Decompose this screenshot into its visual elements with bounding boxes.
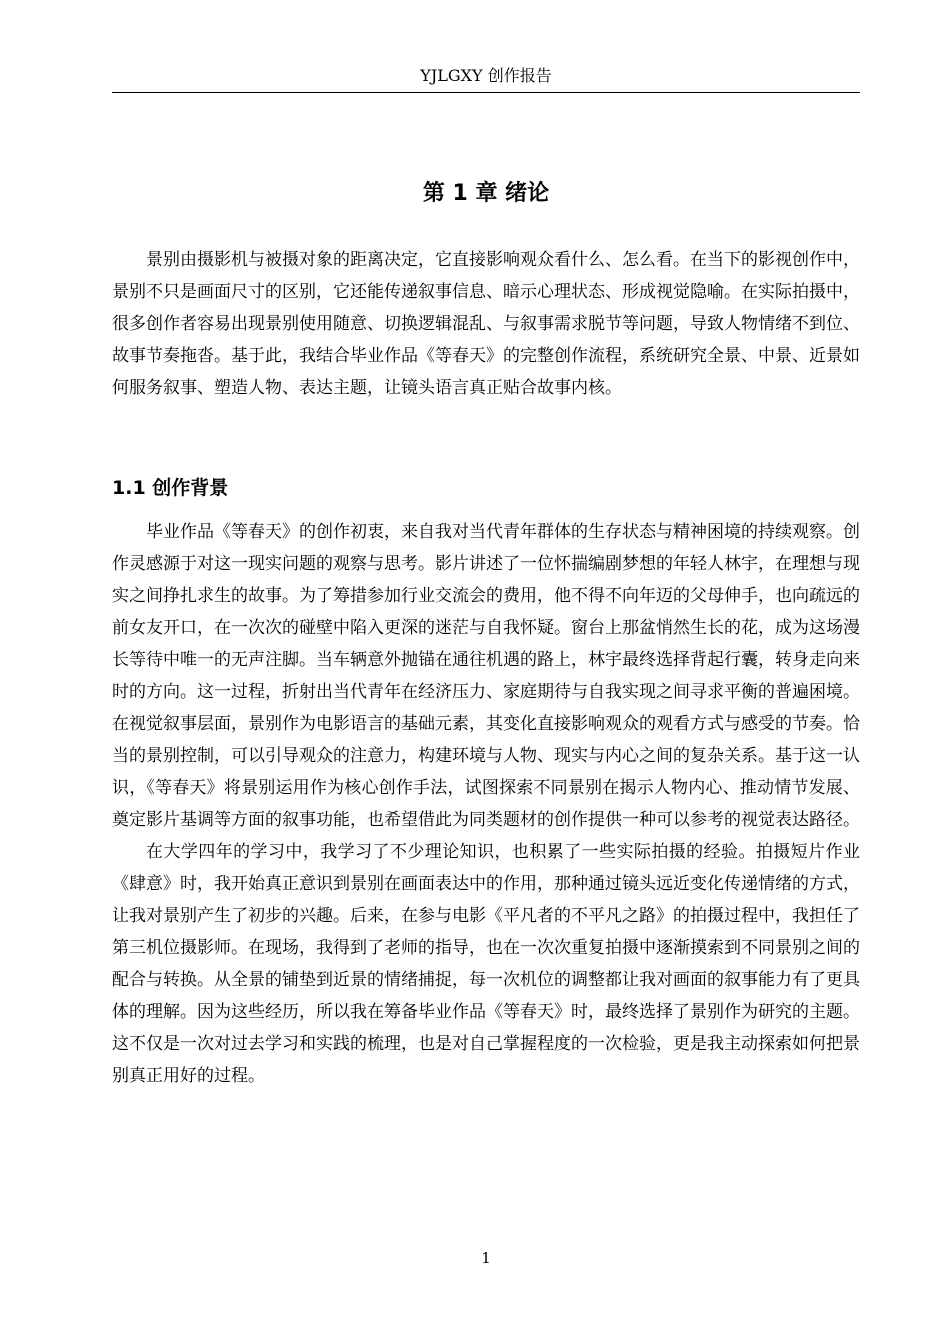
intro-paragraph: 景别由摄影机与被摄对象的距离决定，它直接影响观众看什么、怎么看。在当下的影视创作中，景别不只是画面尺寸的区别，它还能传递叙事信息、暗示心理状态、形成视觉隐喻。在实际拍摄中，很多创作者容易出现景别使用随意、切换逻辑混乱、与叙事需求脱节等问题，导致人物情绪不到位、故事节奏拖沓。基于此，我结合毕业作品《等春天》的完整创作流程，系统研究全景、中景、近景如何服务叙事、塑造人物、表达主题，让镜头语言真正贴合故事内核。 [112,250,860,398]
body-paragraph-2: 在大学四年的学习中，我学习了不少理论知识，也积累了一些实际拍摄的经验。拍摄短片作业《肆意》时，我开始真正意识到景别在画面表达中的作用，那种通过镜头远近变化传递情绪的方式，让我对景别产生了初步的兴趣。后来，在参与电影《平凡者的不平凡之路》的拍摄过程中，我担任了第三机位摄影师。在现场，我得到了老师的指导，也在一次次重复拍摄中逐渐摸索到不同景别之间的配合与转换。从全景的铺垫到近景的情绪捕捉，每一次机位的调整都让我对画面的叙事能力有了更具体的理解。因为这些经历，所以我在筹备毕业作品《等春天》时，最终选择了景别作为研究的主题。这不仅是一次对过去学习和实践的梳理，也是对自己掌握程度的一次检验，更是我主动探索如何把景别真正用好的过程。 [112,842,860,1086]
page-header-title: YJLGXY 创作报告 [420,66,552,85]
section-title: 1.1 创作背景 [112,477,229,499]
header-divider [112,92,860,93]
section-body [112,516,860,1092]
body-paragraph-1: 毕业作品《等春天》的创作初衷，来自我对当代青年群体的生存状态与精神困境的持续观察。创作灵感源于对这一现实问题的观察与思考。影片讲述了一位怀揣编剧梦想的年轻人林宇，在理想与现实之间挣扎求生的故事。为了筹措参加行业交流会的费用，他不得不向年迈的父母伸手，也向疏远的前女友开口，在一次次的碰壁中陷入更深的迷茫与自我怀疑。窗台上那盆悄然生长的花，成为这场漫长等待中唯一的无声注脚。当车辆意外抛锚在通往机遇的路上，林宇最终选择背起行囊，转身走向来时的方向。这一过程，折射出当代青年在经济压力、家庭期待与自我实现之间寻求平衡的普遍困境。在视觉叙事层面，景别作为电影语言的基础元素，其变化直接影响观众的观看方式与感受的节奏。恰当的景别控制，可以引导观众的注意力，构建环境与人物、现实与内心之间的复杂关系。基于这一认识，《等春天》将景别运用作为核心创作手法，试图探索不同景别在揭示人物内心、推动情节发展、奠定影片基调等方面的叙事功能，也希望借此为同类题材的创作提供一种可以参考的视觉表达路径。 [112,522,860,830]
page-number: 1 [481,1249,491,1267]
chapter-intro [112,244,860,404]
chapter-title: 第 1 章 绪论 [422,181,550,206]
